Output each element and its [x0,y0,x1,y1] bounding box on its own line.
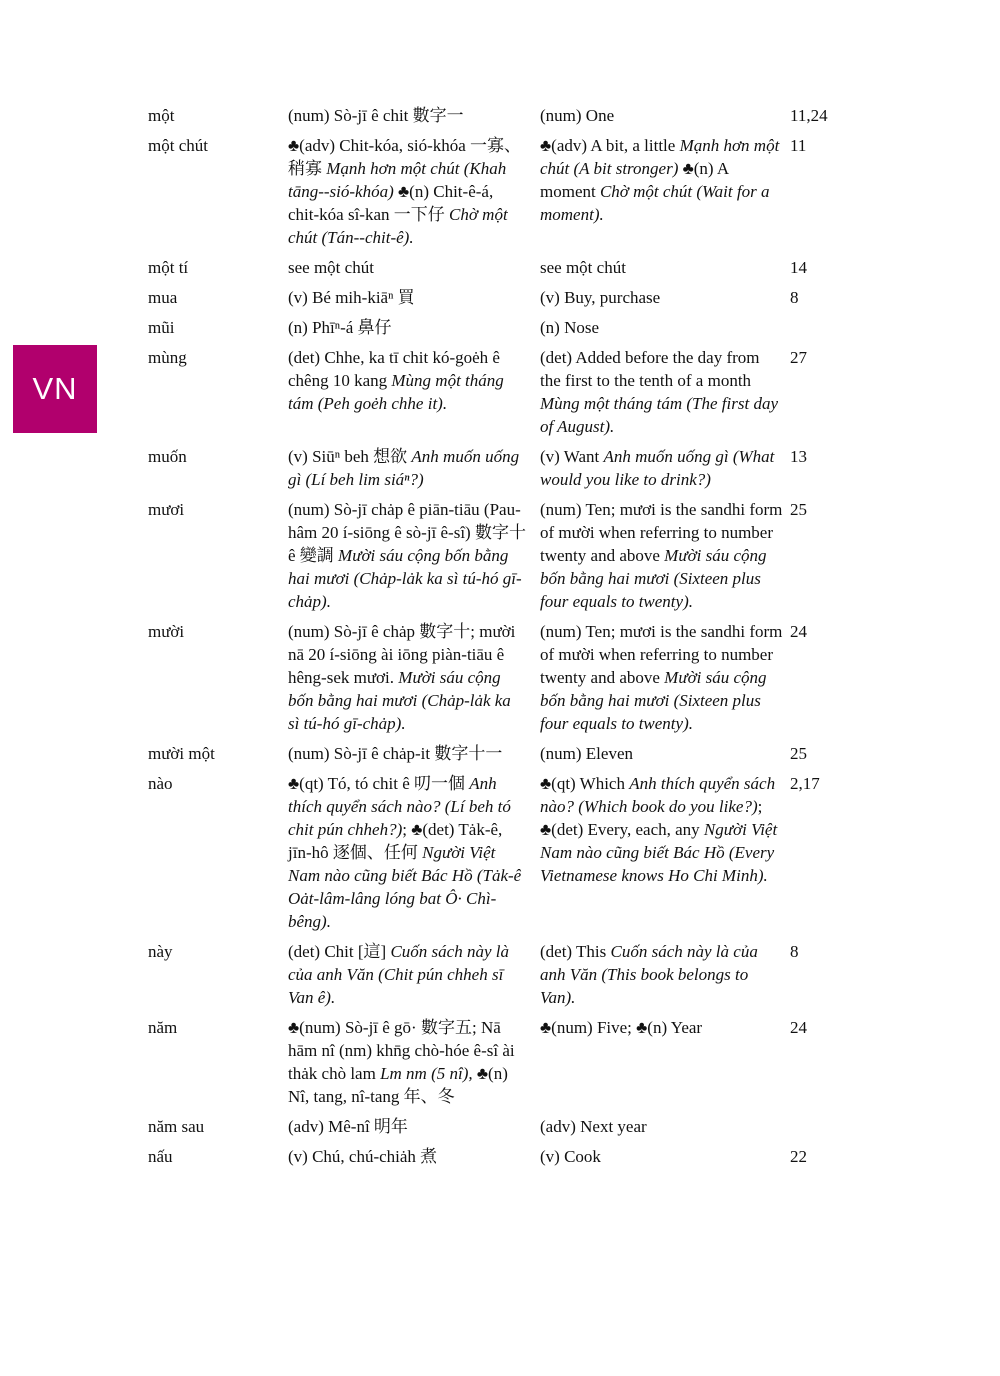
definition-text: (num) Sò-jī ê chit 數字一 [288,106,464,125]
page-ref: 27 [790,348,807,367]
headword: năm [148,1018,178,1037]
example-text: Mạnh hơn một chút (A bit stronger) [540,136,780,178]
example-text: Mạnh hơn một chút (Khah tāng--sió-khóa) [288,159,507,201]
example-text: Chờ một chút (Tán--chit-ê). [288,205,508,247]
page-ref: 11 [790,136,807,155]
example-text: Mười sáu cộng bốn bằng hai mươi (Chȧp-lȧk ka sì tú-hó gī-chȧp). [288,668,511,733]
entry-row [148,286,858,309]
definition-english [540,286,790,309]
headword: mũi [148,318,175,337]
definition-text: (v) Chú, chú-chiȧh 煮 [288,1147,438,1166]
example-text: Mười sáu cộng bốn bằng hai mươi (Chȧp-lȧk ka sì tú-hó gī-chȧp). [288,546,522,611]
definition-text: ♣(qt) Which [540,774,630,793]
definition-text: (num) One [540,106,615,125]
definition-text: ♣(qt) Tó, tó chit ê 叨一個 [288,774,470,793]
definition-taiwanese [288,1016,540,1108]
headword: muốn [148,447,187,466]
entry-row [148,1016,858,1108]
definition-text: (det) Added before the day from the first to the tenth of a month [540,348,760,390]
definition-text: ♣(n) Chit-ê-á, chit-kóa sî-kan 一下仔 [288,182,494,224]
definition-taiwanese [288,1145,540,1168]
entries-list [148,104,858,1175]
page-ref [790,1115,850,1138]
definition-text: (n) Nose [540,318,600,337]
headword: mười một [148,744,215,763]
definition-text: (v) Want [540,447,604,466]
definition-taiwanese [288,445,540,491]
definition-text: (adv) Mê-nî 明年 [288,1117,408,1136]
entry-row [148,940,858,1009]
definition-english [540,940,790,1009]
definition-taiwanese [288,940,540,1009]
entry-row [148,1145,858,1168]
definition-text: ♣(adv) Chit-kóa, sió-khóa 一寡、稍寡 [288,136,522,178]
headword: này [148,942,173,961]
page-ref: 14 [790,258,807,277]
example-text: Cuốn sách này là của anh Văn (This book belongs to Van). [540,942,758,1007]
definition-text: (num) Sò-jī chȧp ê piān-tiāu (Pau-hâm 20 í-siōng ê sò-jī ê-sî) 數字十 ê 變調 [288,500,526,565]
definition-text: ♣(num) Sò-jī ê gō· 數字五; Nā hām nî (nm) khn̄g chò-hóe ê-sî ài thȧk chò lam [288,1018,515,1083]
definition-taiwanese [288,286,540,309]
entry-row [148,1115,858,1138]
definition-text: (num) Eleven [540,744,633,763]
headword: một chút [148,136,208,155]
definition-taiwanese [288,316,540,339]
definition-text: see một chút [540,258,626,277]
definition-text: ♣(num) Five; ♣(n) Year [540,1018,703,1037]
definition-text: (det) Chhe, ka tī chit kó-goėh ê chêng 10 kang [288,348,500,390]
example-text: Chờ một chút (Wait for a moment). [540,182,770,224]
definition-text: ; ♣(det) Tȧk-ê, jīn-hô 逐個、任何 [288,820,503,862]
headword: nấu [148,1147,173,1166]
definition-text: (det) Chit [這] [288,942,391,961]
example-text: Mùng một tháng tám (The first day of August). [540,394,778,436]
definition-taiwanese [288,134,540,249]
headword: mua [148,288,178,307]
example-text: Anh muốn uống gì (Lí beh lim siáⁿ?) [288,447,520,489]
headword: mùng [148,348,187,367]
definition-text: (det) This [540,942,611,961]
definition-english [540,498,790,613]
page-ref: 24 [790,1018,807,1037]
entry-row [148,104,858,127]
example-text: Anh thích quyển sách nào? (Lí beh tó chit pún chheh?) [288,774,511,839]
example-text: Mười sáu cộng bốn bằng hai mươi (Sixteen plus four equals to twenty). [540,546,767,611]
definition-text: (n) Phīⁿ-á 鼻仔 [288,318,392,337]
page-ref: 24 [790,622,807,641]
page-ref [790,316,850,339]
page-ref: 25 [790,744,807,763]
page-ref: 13 [790,447,807,466]
definition-taiwanese [288,772,540,933]
definition-text: see một chút [288,258,374,277]
definition-english [540,772,790,933]
definition-text: ♣(n) Nî, tang, nî-tang 年、冬 [288,1064,508,1106]
entry-row [148,620,858,735]
definition-english [540,256,790,279]
example-text: Cuốn sách này là của anh Văn (Chit pún chheh sī Van ê). [288,942,509,1007]
example-text: Mười sáu cộng bốn bằng hai mươi (Sixteen plus four equals to twenty). [540,668,767,733]
example-text: Lm nm (5 nî), [380,1064,473,1083]
definition-text: (num) Sò-jī ê chȧp-it 數字十一 [288,744,503,763]
definition-text: ♣(n) A moment [540,159,729,201]
page-ref: 8 [790,288,799,307]
headword: mười [148,622,185,641]
entry-row [148,256,858,279]
definition-english [540,104,790,127]
example-text: Người Việt Nam nào cũng biết Bác Hồ (Tȧk-ê Oȧt-lâm-lâng lóng bat Ô· Chì-bêng). [288,843,522,931]
definition-taiwanese [288,742,540,765]
definition-english [540,346,790,438]
headword: một [148,106,175,125]
definition-english [540,316,790,339]
definition-english [540,1115,790,1138]
headword: mươi [148,500,185,519]
definition-english [540,445,790,491]
entry-row [148,346,858,438]
headword: nào [148,774,173,793]
definition-text: (num) Ten; mươi is the sandhi form of mười when referring to number twenty and above [540,622,783,687]
page-ref: 8 [790,942,799,961]
entry-row [148,742,858,765]
entry-row [148,445,858,491]
definition-english [540,1145,790,1168]
page-ref: 22 [790,1147,807,1166]
headword: một tí [148,258,189,277]
entry-row [148,772,858,933]
definition-taiwanese [288,620,540,735]
section-tab-vn: VN [13,345,97,433]
definition-taiwanese [288,346,540,438]
definition-text: (v) Cook [540,1147,601,1166]
entry-row [148,134,858,249]
example-text: Anh muốn uống gì (What would you like to drink?) [540,447,775,489]
definition-english [540,620,790,735]
definition-text: (adv) Next year [540,1117,647,1136]
definition-text: (v) Siūⁿ beh 想欲 [288,447,412,466]
example-text: Mùng một tháng tám (Peh goėh chhe it). [288,371,504,413]
definition-text: (v) Bé mih-kiāⁿ 買 [288,288,415,307]
page-ref: 11,24 [790,106,828,125]
page-ref: 2,17 [790,774,820,793]
definition-taiwanese [288,256,540,279]
definition-text: (v) Buy, purchase [540,288,661,307]
definition-text: (num) Sò-jī ê chȧp 數字十; mười nā 20 í-siōng ài iōng piàn-tiāu ê hêng-sek mươi. [288,622,516,687]
definition-text: ♣(adv) A bit, a little [540,136,680,155]
definition-english [540,1016,790,1108]
definition-taiwanese [288,498,540,613]
definition-text: ; ♣(det) Every, each, any [540,797,763,839]
entry-row [148,498,858,613]
page-ref: 25 [790,500,807,519]
definition-english [540,134,790,249]
headword: năm sau [148,1117,205,1136]
definition-text: (num) Ten; mươi is the sandhi form of mười when referring to number twenty and above [540,500,783,565]
definition-english [540,742,790,765]
example-text: Người Việt Nam nào cũng biết Bác Hồ (Every Vietnamese knows Ho Chi Minh). [540,820,778,885]
example-text: Anh thích quyển sách nào? (Which book do you like?) [540,774,776,816]
definition-taiwanese [288,104,540,127]
definition-taiwanese [288,1115,540,1138]
entry-row [148,316,858,339]
